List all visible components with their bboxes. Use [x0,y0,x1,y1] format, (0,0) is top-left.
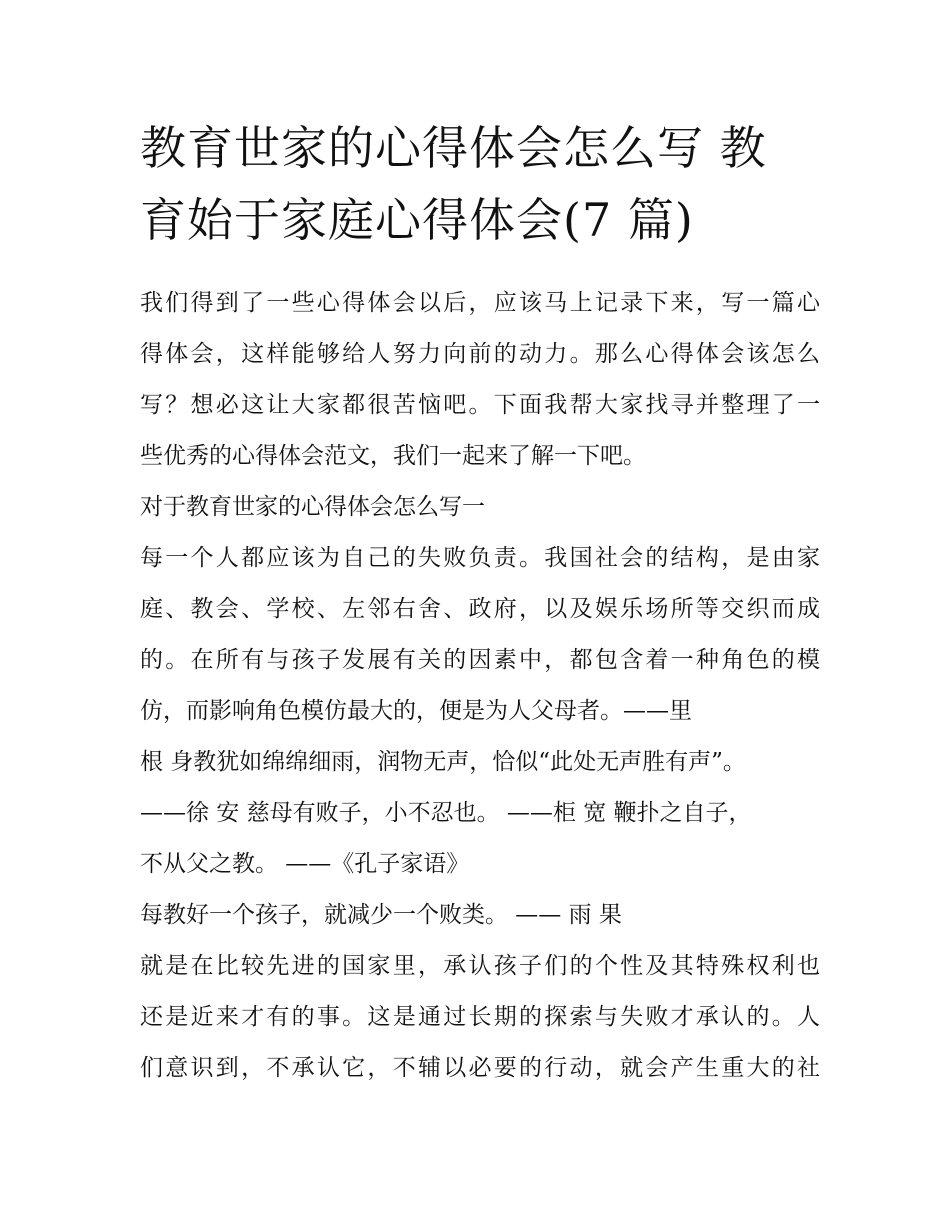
title-line-2: 育始于家庭心得体会(7 篇) [140,193,694,247]
body-line-6: 每一个人都应该为自己的失败负责。我国社会的结构，是由家 [140,545,820,571]
title-line-1: 教育世家的心得体会怎么写 教 [140,121,767,175]
body-line-10: 根 身教犹如绵绵细雨，润物无声，恰似“此处无声胜有声”。 [140,749,746,775]
document-body [140,278,820,1094]
body-line-13: 每教好一个孩子，就减少一个败类。 —— 雨 果 [140,902,622,928]
body-line-12: 不从父之教。 ——《孔子家语》 [140,851,470,877]
body-line-15: 还是近来才有的事。这是通过长期的探索与失败才承认的。人 [140,1004,820,1030]
body-line-14: 就是在比较先进的国家里，承认孩子们的个性及其特殊权利也 [140,953,820,979]
section-heading: 对于教育世家的心得体会怎么写一 [140,494,485,520]
body-line-7: 庭、教会、学校、左邻右舍、政府，以及娱乐场所等交织而成 [140,596,820,622]
body-line-11: ——徐 安 慈母有败子，小不忍也。 ——柜 宽 鞭扑之自子， [140,800,752,826]
body-line-9: 仿，而影响角色模仿最大的，便是为人父母者。——里 [140,698,692,724]
body-line-2: 得体会，这样能够给人努力向前的动力。那么心得体会该怎么 [140,341,820,367]
body-line-1: 我们得到了一些心得体会以后，应该马上记录下来，写一篇心 [140,290,820,316]
body-line-3: 写？想必这让大家都很苦恼吧。下面我帮大家找寻并整理了一 [140,392,820,418]
body-line-16: 们意识到，不承认它，不辅以必要的行动，就会产生重大的社 [140,1055,820,1081]
body-line-4: 些优秀的心得体会范文，我们一起来了解一下吧。 [140,443,646,469]
document-title [140,112,820,256]
body-line-8: 的。在所有与孩子发展有关的因素中，都包含着一种角色的模 [140,647,820,673]
